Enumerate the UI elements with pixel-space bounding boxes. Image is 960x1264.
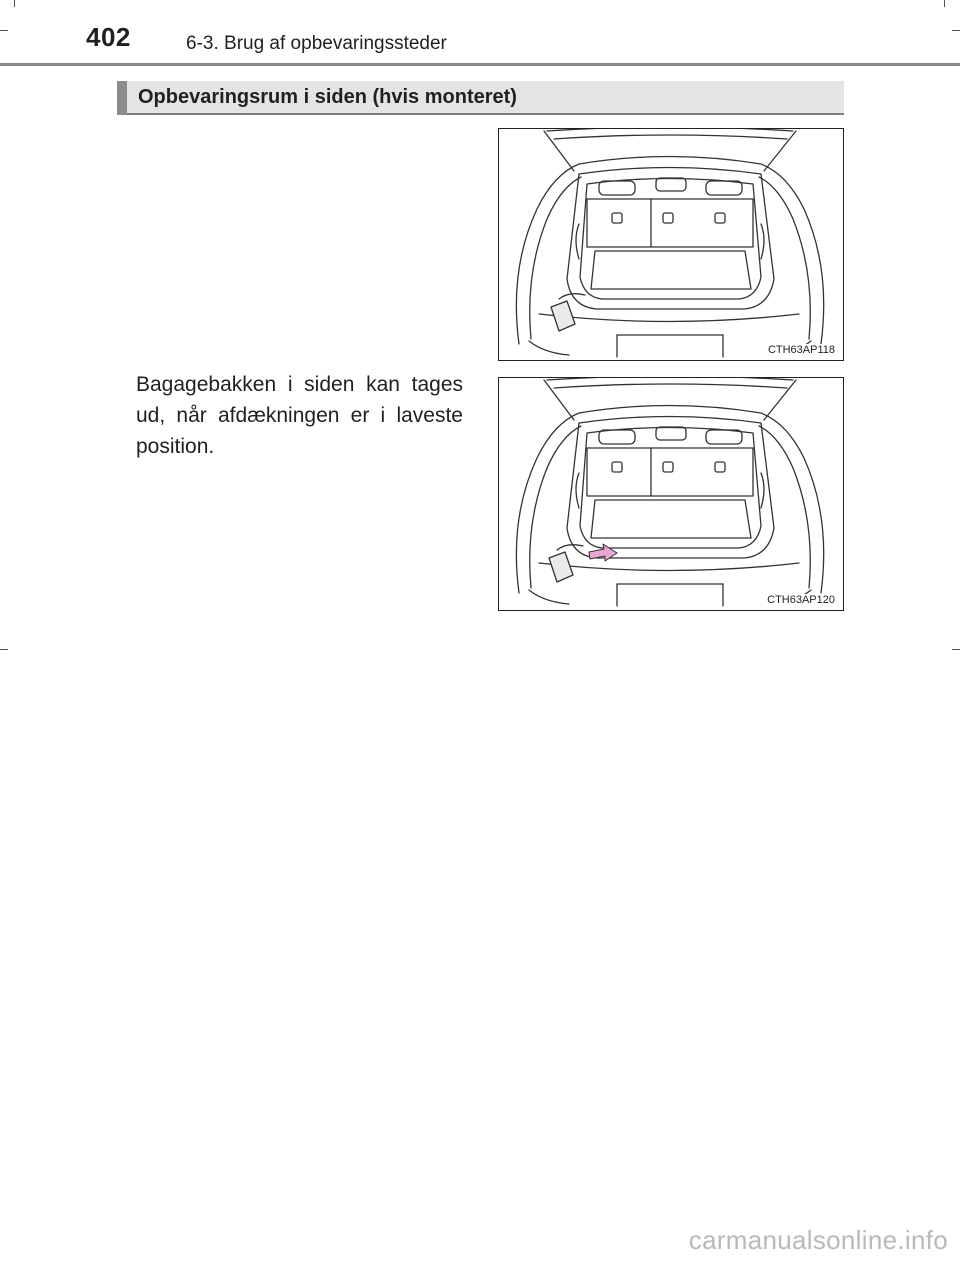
header-rule [0,63,960,66]
watermark: carmanualsonline.info [688,1225,948,1255]
illustration-trunk-tray-removed [498,377,844,611]
headrest [706,430,742,444]
side-tray [551,301,575,331]
crop-mark [14,0,15,7]
heading-accent [117,81,127,115]
headrest [656,178,686,191]
crop-mark [0,649,8,650]
trunk-illustration [499,378,842,609]
headrest [599,181,635,195]
headrest [656,427,686,440]
section-title: 6-3. Brug af opbevaringssteder [186,33,447,54]
crop-mark [0,30,8,31]
headrest [599,430,635,444]
trunk-illustration [499,129,842,359]
headrest [706,181,742,195]
figure-code: CTH63AP120 [767,594,835,606]
figure-code: CTH63AP118 [767,344,835,356]
heading-title: Opbevaringsrum i siden (hvis monteret) [138,86,517,108]
crop-mark [952,649,960,650]
body-paragraph: Bagagebakken i siden kan tages ud, når afdækningen er i laveste position. [136,373,463,458]
illustration-trunk-closed [498,128,844,361]
side-tray [549,552,573,582]
crop-mark [952,30,960,31]
page-number: 402 [86,22,131,52]
crop-mark [944,0,945,7]
